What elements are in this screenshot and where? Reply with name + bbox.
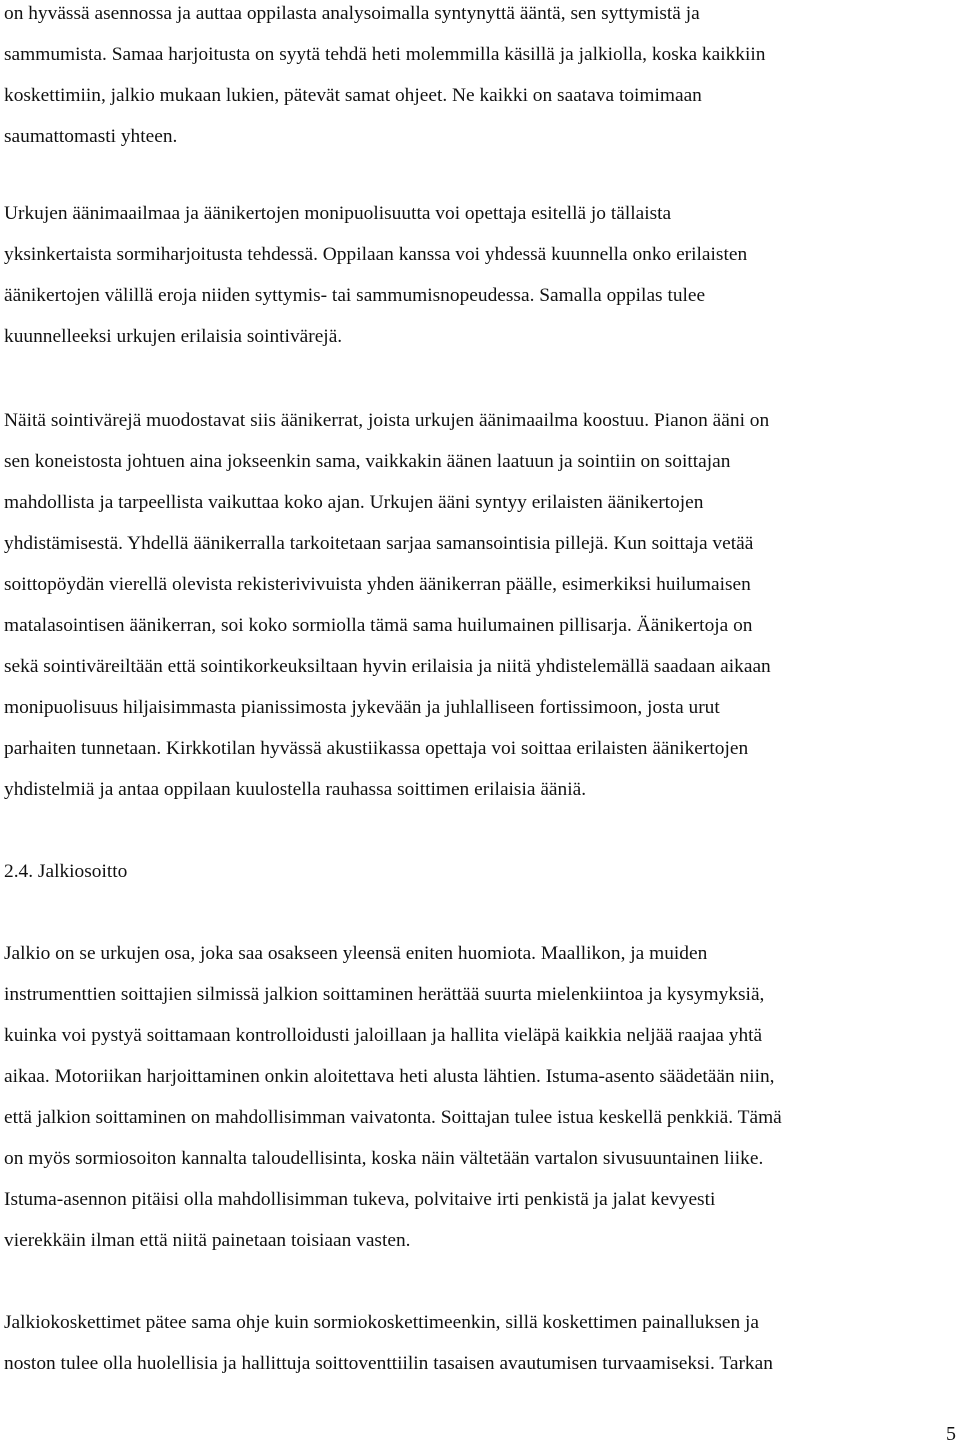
text-line: Urkujen äänimaailmaa ja äänikertojen monipuolisuutta voi opettaja esitellä jo tällaista	[4, 203, 672, 224]
text-line: äänikertojen välillä eroja niiden syttymis- tai sammumisnopeudessa. Samalla oppilas tulee	[4, 285, 706, 306]
text-line: on hyvässä asennossa ja auttaa oppilasta analysoimalla syntynyttä ääntä, sen syttymistä ja	[4, 3, 700, 24]
text-line: yksinkertaista sormiharjoitusta tehdessä. Oppilaan kanssa voi yhdessä kuunnella onko erilaisten	[4, 244, 748, 265]
text-line: sen koneistosta johtuen aina jokseenkin sama, vaikkakin äänen laatuun ja sointiin on soittajan	[4, 451, 731, 472]
text-line: vierekkäin ilman että niitä painetaan toisiaan vasten.	[4, 1230, 411, 1251]
text-line: soittopöydän vierellä olevista rekisterivivuista yhden äänikerran päälle, esimerkiksi huilumaisen	[4, 574, 751, 595]
text-line: sammumista. Samaa harjoitusta on syytä tehdä heti molemmilla käsillä ja jalkiolla, koska kaikkiin	[4, 44, 766, 65]
text-line: Istuma-asennon pitäisi olla mahdollisimman tukeva, polvitaive irti penkistä ja jalat kevyesti	[4, 1189, 716, 1210]
text-line: aikaa. Motoriikan harjoittaminen onkin aloitettava heti alusta lähtien. Istuma-asento säädetään niin,	[4, 1066, 775, 1087]
text-line: parhaiten tunnetaan. Kirkkotilan hyvässä akustiikassa opettaja voi soittaa erilaisten äänikertojen	[4, 738, 749, 759]
page-number: 5	[946, 1423, 956, 1445]
text-line: Jalkiokoskettimet pätee sama ohje kuin sormiokoskettimeenkin, sillä koskettimen painalluksen ja	[4, 1312, 760, 1333]
text-line: kuinka voi pystyä soittamaan kontrolloidusti jaloillaan ja hallita vieläpä kaikkia neljää raajaa yhtä	[4, 1025, 763, 1046]
text-line: Jalkio on se urkujen osa, joka saa osakseen yleensä eniten huomiota. Maallikon, ja muiden	[4, 943, 708, 964]
text-line: koskettimiin, jalkio mukaan lukien, pätevät samat ohjeet. Ne kaikki on saatava toimimaan	[4, 85, 702, 106]
text-line: mahdollista ja tarpeellista vaikuttaa koko ajan. Urkujen ääni syntyy erilaisten äänikertojen	[4, 492, 704, 513]
text-line: yhdistelmiä ja antaa oppilaan kuulostella rauhassa soittimen erilaisia ääniä.	[4, 779, 587, 800]
text-line: noston tulee olla huolellisia ja hallittuja soittoventtiilin tasaisen avautumisen turvaamiseksi. Tarkan	[4, 1353, 773, 1374]
text-line: yhdistämisestä. Yhdellä äänikerralla tarkoitetaan sarjaa samansointisia pillejä. Kun soittaja vetää	[4, 533, 754, 554]
section-heading: 2.4. Jalkiosoitto	[4, 861, 128, 882]
text-line: Näitä sointivärejä muodostavat siis äänikerrat, joista urkujen äänimaailma koostuu. Pianon ääni on	[4, 410, 770, 431]
text-line: on myös sormiosoiton kannalta taloudellisinta, koska näin vältetään vartalon sivusuuntainen liike.	[4, 1148, 764, 1169]
text-line: saumattomasti yhteen.	[4, 126, 178, 147]
text-line: kuunnelleeksi urkujen erilaisia sointivärejä.	[4, 326, 343, 347]
text-line: että jalkion soittaminen on mahdollisimman vaivatonta. Soittajan tulee istua keskellä penkkiä. Tämä	[4, 1107, 782, 1128]
text-line: monipuolisuus hiljaisimmasta pianissimosta jykevään ja juhlalliseen fortissimoon, josta urut	[4, 697, 720, 718]
text-line: matalasointisen äänikerran, soi koko sormiolla tämä sama huilumainen pillisarja. Äänikertoja on	[4, 615, 753, 636]
text-line: instrumenttien soittajien silmissä jalkion soittaminen herättää suurta mielenkiintoa ja kysymyksiä,	[4, 984, 765, 1005]
text-line: sekä sointiväreiltään että sointikorkeuksiltaan hyvin erilaisia ja niitä yhdistelemällä saadaan aikaan	[4, 656, 771, 677]
